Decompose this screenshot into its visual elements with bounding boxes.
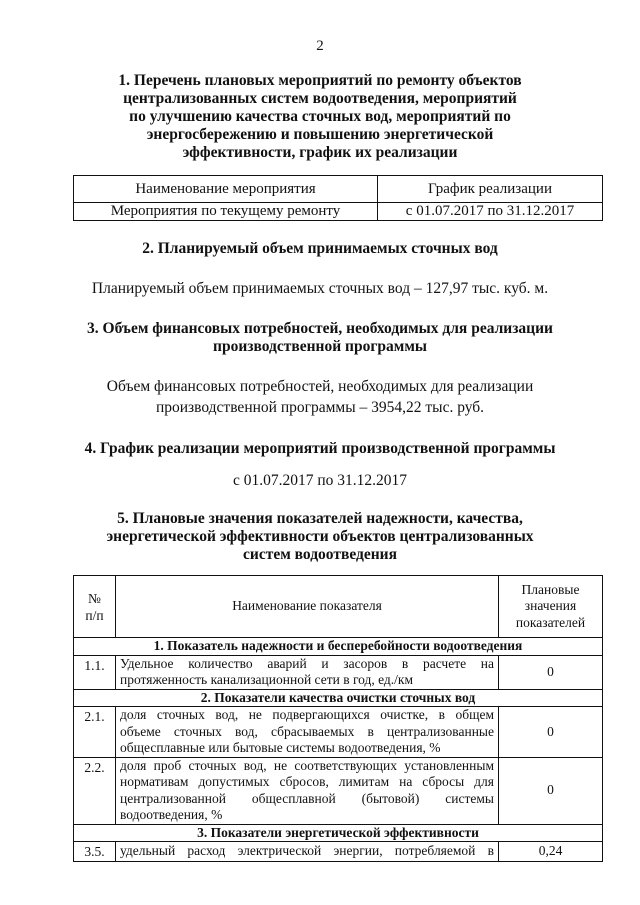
row-number: 2.1. xyxy=(74,707,116,758)
indicator-name xyxy=(116,655,499,689)
title-line: эффективности, график их реализации xyxy=(182,144,458,161)
indicators-table xyxy=(73,575,603,862)
section5-title xyxy=(0,510,640,564)
title-line: энергосбережению и повышению энергетической xyxy=(146,126,494,143)
indicator-name xyxy=(116,842,499,862)
page-number: 2 xyxy=(316,38,324,54)
header-line: Плановые xyxy=(521,581,580,597)
title-line: систем водоотведения xyxy=(243,546,397,563)
indicator-value: 0 xyxy=(499,707,603,758)
header-line: № xyxy=(88,591,101,606)
section2-text: Планируемый объем принимаемых сточных вод – 127,97 тыс. куб. м. xyxy=(91,280,549,297)
indicator-line: нормативам допустимых сбросов, лимитам на сбросы для xyxy=(120,774,494,789)
group-title-row xyxy=(74,824,603,842)
title-line: по улучшению качества сточных вод, мероприятий по xyxy=(129,108,511,125)
table-row xyxy=(74,655,603,689)
indicator-line: доля сточных вод, не подвергающихся очистке, в общем xyxy=(120,707,494,722)
indicator-line: удельный расход электрической энергии, потребляемой в xyxy=(120,843,494,858)
header-line: значения xyxy=(524,598,577,614)
group-title-row xyxy=(74,689,603,707)
indicator-line: водоотведения, % xyxy=(120,807,223,822)
row-number: 1.1. xyxy=(74,655,116,689)
activity-name-cell: Мероприятия по текущему ремонту xyxy=(74,203,378,221)
indicator-value: 0,24 xyxy=(499,842,603,862)
section1-title xyxy=(0,72,640,162)
group-title: 2. Показатели качества очистки сточных вод xyxy=(74,689,603,707)
activities-table xyxy=(73,175,603,221)
table-header-row xyxy=(74,176,603,203)
indicator-line: протяженность канализационной сети в год, ед./км xyxy=(120,672,414,687)
indicator-line: общесплавные или бытовые системы водоотведения, % xyxy=(120,740,441,755)
table-row xyxy=(74,707,603,758)
text-line: производственной программы – 3954,22 тыс. руб. xyxy=(155,399,485,416)
group-title-row xyxy=(74,638,603,656)
table-row xyxy=(74,842,603,862)
title-line: 5. Плановые значения показателей надежности, качества, xyxy=(117,510,523,527)
indicator-value: 0 xyxy=(499,757,603,824)
header-activity-name: Наименование мероприятия xyxy=(74,176,378,203)
section3-title xyxy=(0,320,640,356)
title-line: 1. Перечень плановых мероприятий по ремонту объектов xyxy=(118,72,522,89)
row-number: 2.2. xyxy=(74,757,116,824)
header-line: п/п xyxy=(85,607,104,623)
section2-title: 2. Планируемый объем принимаемых сточных вод xyxy=(142,240,498,257)
header-schedule: График реализации xyxy=(378,176,603,203)
table-row xyxy=(74,203,603,221)
schedule-cell: с 01.07.2017 по 31.12.2017 xyxy=(378,203,603,221)
section4-title: 4. График реализации мероприятий производственной программы xyxy=(84,440,556,457)
table-header-row xyxy=(74,576,603,638)
group-title: 3. Показатели энергетической эффективности xyxy=(74,824,603,842)
header-indicator-name: Наименование показателя xyxy=(116,576,499,638)
table-row xyxy=(74,757,603,824)
title-line: энергетической эффективности объектов централизованных xyxy=(106,528,534,545)
indicator-line: доля проб сточных вод, не соответствующих установленным xyxy=(120,757,494,773)
indicator-line: Удельное количество аварий и засоров в расчете на xyxy=(120,655,494,671)
indicator-name xyxy=(116,757,499,824)
indicator-line: объеме сточных вод, сбрасываемых в централизованные xyxy=(120,723,494,739)
indicator-value: 0 xyxy=(499,655,603,689)
text-line: Объем финансовых потребностей, необходимых для реализации xyxy=(106,378,534,395)
section4-text: с 01.07.2017 по 31.12.2017 xyxy=(232,472,408,489)
row-number: 3.5. xyxy=(74,842,116,862)
section3-text xyxy=(0,376,640,418)
title-line: централизованных систем водоотведения, мероприятий xyxy=(123,90,517,107)
header-planned-values xyxy=(499,576,603,638)
header-line: показателей xyxy=(515,614,586,630)
indicator-name xyxy=(116,707,499,758)
indicator-line: централизованной общесплавной (бытовой) системы xyxy=(120,790,494,806)
title-line: 3. Объем финансовых потребностей, необходимых для реализации xyxy=(87,320,553,337)
group-title: 1. Показатель надежности и бесперебойности водоотведения xyxy=(74,638,603,656)
header-number xyxy=(74,576,116,638)
title-line: производственной программы xyxy=(213,338,427,355)
